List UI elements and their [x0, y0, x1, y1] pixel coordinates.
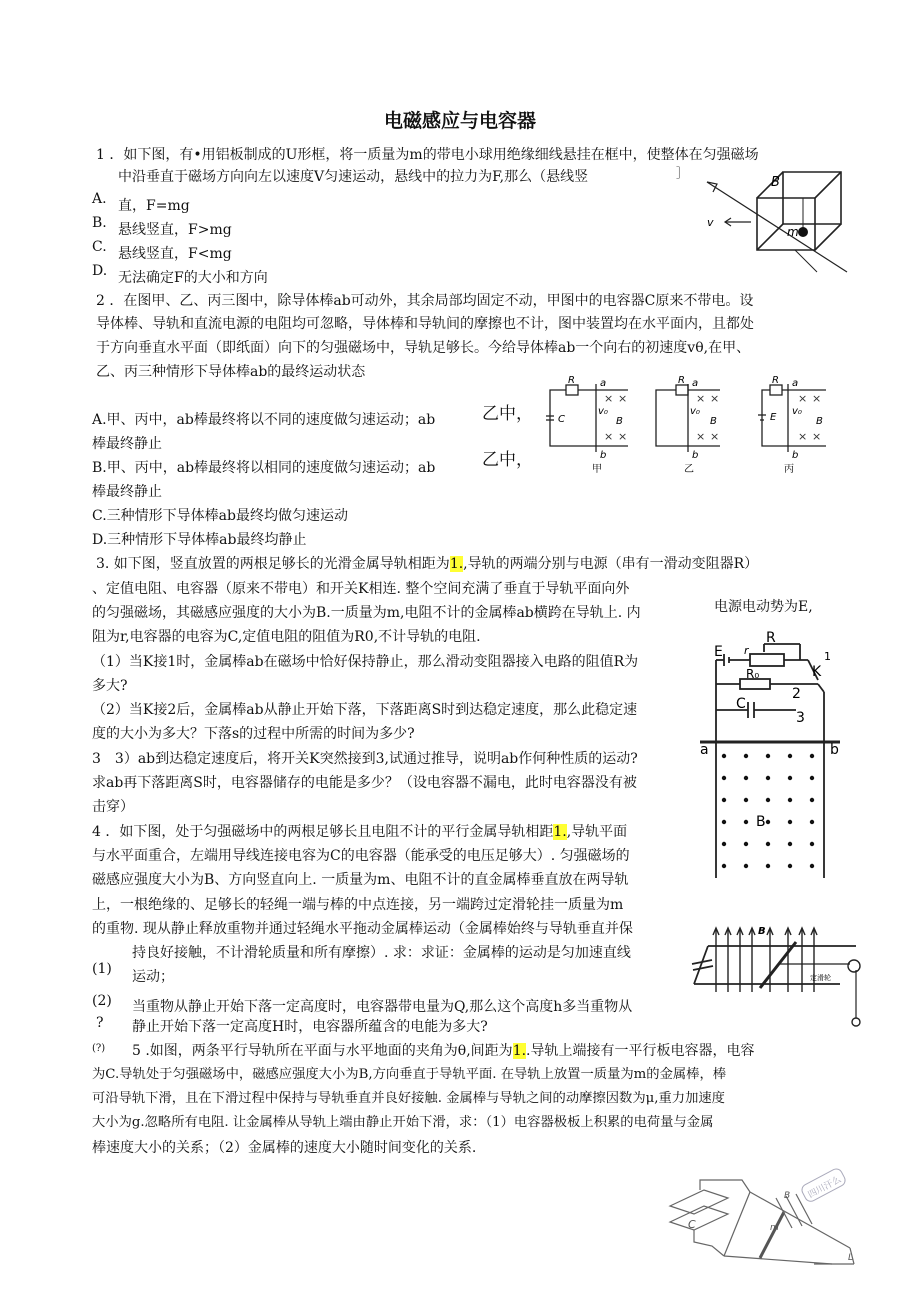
q1-option-a-text: 直，F=mg — [118, 198, 190, 214]
field-dot — [810, 842, 814, 846]
q3-fig-label-contact-3: 3 — [796, 710, 805, 726]
q4-horizontal-rails-figure — [690, 922, 868, 1032]
q2-jia-label-r: R — [568, 375, 575, 386]
hanging-weight-icon — [852, 1018, 860, 1026]
q1-fig-label-b: B — [771, 175, 780, 190]
q4-stem-line-5: 的重物. 现从静止释放重物并通过轻绳水平拖动金属棒运动（金属棒始终与导轨垂直并保 — [92, 921, 633, 937]
q2-bing-label-e: E — [770, 412, 777, 423]
field-dot — [744, 842, 748, 846]
q3-part-2-line-2: 度的大小为多大？下落s的过程中所需的时间为多少? — [92, 726, 415, 742]
q5-stem-line-1 — [132, 1040, 755, 1062]
q5-highlight-spacing: 1. — [512, 1043, 527, 1059]
q2-option-d: D.三种情形下导体棒ab最终均静止 — [92, 532, 307, 548]
q2-jia-label-a: a — [600, 378, 607, 389]
q2-bing-cross: × — [798, 392, 808, 405]
field-dot — [766, 864, 770, 868]
q2-bing-label-r: R — [772, 375, 779, 386]
q2-yi-cross: × — [696, 392, 706, 405]
field-dot — [788, 864, 792, 868]
q2-bing-label-a: a — [792, 378, 799, 389]
q1-stem-line-2: 中沿垂直于磁场方向向左以速度V匀速运动，悬线中的拉力为F,那么（悬线竖 — [118, 169, 589, 185]
q2-side-note-2: 乙中， — [482, 450, 533, 470]
q2-side-note-1: 乙中， — [482, 404, 533, 424]
q2-caption-bing: 丙 — [784, 464, 794, 475]
q1-u-frame-figure — [695, 168, 855, 280]
q3-part-3-line-1: 3 3）ab到达稳定速度后，将开关K突然接到3,试通过推导，说明ab作何种性质的运动? — [92, 751, 638, 767]
q3-fig-label-a: a — [700, 742, 709, 758]
field-dot — [744, 864, 748, 868]
q5-stem-line-3: 可沿导轨下滑，且在下滑过程中保持与导轨垂直并良好接触. 金属棒与导轨之间的动摩擦因数为μ,重力加速度 — [92, 1091, 725, 1106]
field-dot — [788, 776, 792, 780]
q2-bing-label-v0: v₀ — [792, 406, 802, 417]
q5-stamp — [800, 1167, 847, 1204]
q3-fig-label-contact-1: 1 — [824, 650, 831, 663]
q3-fig-label-r0: R₀ — [746, 667, 760, 681]
q2-jia-cross: × — [604, 392, 614, 405]
q4-stem-part: 4 ．如下图，处于匀强磁场中的两根足够长且电阻不计的平行金属导轨相距 — [92, 824, 554, 840]
field-dot — [766, 842, 770, 846]
field-dot — [788, 754, 792, 758]
field-dot — [722, 864, 726, 868]
q2-jia-cross: × — [618, 430, 628, 443]
q1-answer-bracket: ］ — [676, 166, 689, 180]
q4-part-2-mark: ? — [96, 1015, 104, 1031]
field-dot — [722, 776, 726, 780]
q2-bing-cross: × — [812, 430, 822, 443]
q4-stem-line-1 — [92, 821, 627, 843]
q2-yi-cross: × — [696, 430, 706, 443]
q2-caption-jia: 甲 — [592, 464, 602, 475]
q2-yi-cross: × — [710, 430, 720, 443]
field-dot — [744, 776, 748, 780]
q5-stem-part: 5 .如图，两条平行导轨所在平面与水平地面的夹角为θ,间距为 — [132, 1043, 513, 1059]
q5-stamp-text: 四川汗么 — [806, 1174, 844, 1201]
q4-part-2-number: (2) — [92, 993, 112, 1009]
field-dot — [788, 798, 792, 802]
q2-yi-label-a: a — [692, 378, 699, 389]
q2-bing-label-field: B — [816, 416, 823, 427]
q2-yi-label-b: b — [692, 450, 699, 461]
q5-stem-part: .导轨上端接有一平行板电容器，电容 — [526, 1043, 755, 1059]
field-dot — [722, 842, 726, 846]
q2-yi-label-v0: v₀ — [690, 406, 700, 417]
q3-fig-label-switch: K — [812, 664, 822, 680]
q1-option-d-letter: D. — [92, 263, 108, 279]
field-dot — [722, 754, 726, 758]
q1-option-c-text: 悬线竖直，F<mg — [118, 246, 232, 262]
q2-yi-cross: × — [710, 392, 720, 405]
q2-bing-label-b: b — [792, 450, 799, 461]
q2-stem-line-1: 2 ．在图甲、乙、丙三图中，除导体棒ab可动外，其余局部均固定不动，甲图中的电容器C原来不带电。设 — [96, 293, 754, 309]
q4-stem-line-3: 磁感应强度大小为B、方向竖直向上. 一质量为m、电阻不计的直金属棒垂直放在两导轨 — [92, 872, 629, 888]
field-dot — [766, 754, 770, 758]
q3-stem-line-3: 的匀强磁场，其磁感应强度的大小为B.一质量为m,电阻不计的金属棒ab横跨在导轨上. 内 — [92, 605, 641, 621]
q3-part-1-line-2: 多大? — [92, 678, 128, 694]
q2-jia-label-field: B — [616, 416, 623, 427]
field-dot — [766, 820, 770, 824]
field-dot — [766, 776, 770, 780]
q2-stem-line-3: 于方向垂直水平面（即纸面）向下的匀强磁场中，导轨足够长。今给导体棒ab一个向右的初速度vθ,在甲、 — [96, 340, 751, 356]
q1-stem-line-1: 1 ．如下图，有•用铝板制成的U形框，将一质量为m的带电小球用绝缘细线悬挂在框中，使整体在匀强磁场 — [96, 147, 759, 163]
q5-stem-line-5: 棒速度大小的关系；（2）金属棒的速度大小随时间变化的关系. — [92, 1140, 477, 1156]
q5-fig-label-capacitor: C — [688, 1218, 696, 1231]
q5-inclined-rails-figure — [664, 1168, 860, 1268]
q3-fig-label-emf: E — [714, 644, 723, 660]
q2-yi-label-field: B — [710, 416, 717, 427]
q4-part-2-line-1: 当重物从静止开始下落一定高度时，电容器带电量为Q,那么这个高度h多当重物从 — [132, 999, 633, 1015]
q3-side-note-emf: 电源电动势为E, — [714, 599, 813, 615]
field-dot — [766, 798, 770, 802]
field-dot — [810, 864, 814, 868]
q1-option-d-text: 无法确定F的大小和方向 — [118, 270, 268, 286]
field-dot — [810, 798, 814, 802]
q2-option-a-line-2: 棒最终静止 — [92, 436, 162, 452]
q5-stem-line-2: 为C.导轨处于匀强磁场中，磁感应强度大小为B,方向垂直于导轨平面. 在导轨上放置一质量为m的金属棒，棒 — [92, 1067, 727, 1082]
page-title: 电磁感应与电容器 — [383, 110, 536, 132]
q4-fig-label-field: B — [758, 926, 766, 937]
q4-part-1-line-1: 持良好接触，不计滑轮质量和所有摩擦）. 求：求证：金属棒的运动是匀加速直线 — [132, 945, 631, 961]
q4-fig-label-pulley: 定滑轮 — [810, 974, 831, 982]
q3-part-2-line-1: （2）当K接2后，金属棒ab从静止开始下落，下落距离S时到达稳定速度，那么此稳定速 — [92, 702, 638, 718]
pulley-icon — [848, 960, 860, 972]
q3-fig-label-contact-2: 2 — [792, 686, 801, 702]
q3-stem-line-2: 、定值电阻、电容器（原来不带电）和开关K相连. 整个空间充满了垂直于导轨平面向外 — [92, 581, 630, 597]
q1-option-c-letter: C. — [92, 239, 107, 255]
field-dot — [744, 820, 748, 824]
field-dot — [744, 798, 748, 802]
q3-stem-line-4: 阻为r,电容器的电容为C,定值电阻的阻值为R0,不计导轨的电阻. — [92, 629, 481, 645]
q5-fig-label-m: m — [770, 1223, 779, 1233]
q3-stem-part: 3. 如下图，竖直放置的两根足够长的光滑金属导轨相距为 — [96, 556, 450, 572]
field-dot — [788, 820, 792, 824]
q3-stem-part: ,导轨的两端分别与电源（串有一滑动变阻器R） — [463, 556, 759, 572]
q3-field-dots — [722, 754, 814, 868]
q3-vertical-rails-figure — [700, 628, 840, 880]
q2-option-c: C.三种情形下导体棒ab最终均做匀速运动 — [92, 508, 348, 524]
q4-stem-part: ,导轨平面 — [566, 824, 628, 840]
q2-jia-cross: × — [604, 430, 614, 443]
q3-fig-label-capacitor: C — [736, 696, 746, 712]
q4-part-3-number: (?) — [92, 1043, 106, 1054]
q3-part-1-line-1: （1）当K接1时，金属棒ab在磁场中恰好保持静止，那么滑动变阻器接入电路的阻值R为 — [92, 654, 639, 670]
q4-highlight-spacing: 1. — [553, 824, 567, 840]
q2-jia-label-v0: v₀ — [598, 406, 608, 417]
charged-ball-icon — [798, 227, 808, 237]
q4-part-1-number: (1) — [92, 961, 112, 977]
q3-fig-label-field: B — [756, 814, 766, 830]
q4-stem-line-2: 与水平面重合，左端用导线连接电容为C的电容器（能承受的电压足够大）. 匀强磁场的 — [92, 848, 630, 864]
q5-stem-line-4: 大小为g.忽略所有电阻. 让金属棒从导轨上端由静止开始下滑，求：（1）电容器极板上积累的电荷量与金属 — [92, 1115, 714, 1130]
q1-fig-label-v: v — [707, 216, 714, 229]
q2-jia-cross: × — [618, 392, 628, 405]
q1-option-a-letter: A. — [92, 191, 107, 207]
field-dot — [810, 776, 814, 780]
q1-fig-label-m: m — [787, 225, 799, 239]
q3-fig-label-rheostat: R — [766, 630, 776, 646]
field-dot — [810, 754, 814, 758]
q1-option-b-letter: B. — [92, 215, 107, 231]
q5-fig-label-field: B — [784, 1191, 791, 1201]
q2-rail-circuits-figure — [538, 376, 848, 480]
q2-yi-label-r: R — [678, 375, 685, 386]
q3-fig-label-r: r — [744, 644, 749, 657]
q1-option-b-text: 悬线竖直，F>mg — [118, 222, 232, 238]
q2-option-b-line-1: B.甲、丙中，ab棒最终将以相同的速度做匀速运动；ab — [92, 460, 436, 476]
q2-option-a-line-1: A.甲、丙中，ab棒最终将以不同的速度做匀速运动；ab — [92, 412, 436, 428]
q3-part-3-line-3: 击穿） — [92, 799, 134, 815]
q5-fig-label-l: L — [848, 1253, 854, 1263]
q2-jia-label-b: b — [600, 450, 607, 461]
q2-bing-cross: × — [812, 392, 822, 405]
q3-fig-label-b: b — [830, 742, 839, 758]
q2-bing-cross: × — [798, 430, 808, 443]
q3-highlight-spacing: 1. — [449, 556, 464, 572]
q2-jia-label-c: C — [558, 414, 565, 425]
field-dot — [722, 820, 726, 824]
field-dot — [810, 820, 814, 824]
q4-part-1-line-2: 运动； — [132, 969, 174, 985]
field-dot — [788, 842, 792, 846]
q4-stem-line-4: 上，一根绝缘的、足够长的轻绳一端与棒的中点连接，另一端跨过定滑轮挂一质量为m — [92, 897, 624, 913]
q4-part-2-line-2: 静止开始下落一定高度H时，电容器所蕴含的电能为多大? — [132, 1019, 488, 1035]
q2-caption-yi: 乙 — [684, 464, 694, 475]
q2-option-b-line-2: 棒最终静止 — [92, 484, 162, 500]
q3-part-3-line-2: 求ab再下落距离S时，电容器储存的电能是多少？（设电容器不漏电，此时电容器没有被 — [92, 775, 637, 791]
field-dot — [744, 754, 748, 758]
q2-stem-line-2: 导体棒、导轨和直流电源的电阻均可忽略，导体棒和导轨间的摩擦也不计，图中装置均在水平面内，且都处 — [96, 316, 754, 332]
field-dot — [722, 798, 726, 802]
q3-stem-line-1 — [96, 553, 758, 575]
q2-stem-line-4: 乙、丙三种情形下导体棒ab的最终运动状态 — [96, 364, 366, 380]
